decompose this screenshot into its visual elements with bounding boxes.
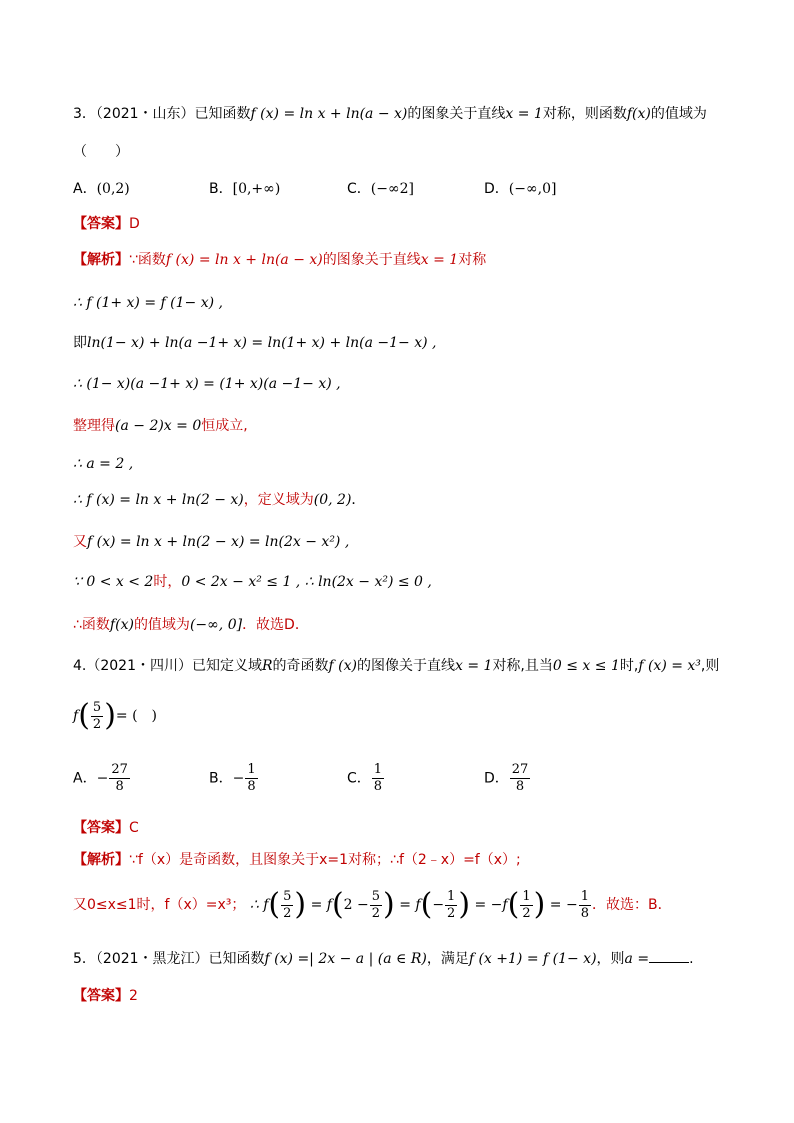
sign: − xyxy=(96,770,109,787)
q3-analysis-line-1 xyxy=(73,250,486,270)
math: ln(1− x) + ln(a −1+ x) = ln(1+ x) + ln(a −1− x) , xyxy=(87,335,437,351)
denominator: 8 xyxy=(373,779,383,794)
text: 的图像关于直线 xyxy=(357,658,455,674)
denominator: 8 xyxy=(580,905,589,921)
math: (0, 2) xyxy=(313,492,352,508)
q3-line-eq: x = 1 xyxy=(505,106,543,122)
math: = f xyxy=(399,897,421,913)
option-label: B． xyxy=(209,770,233,787)
math: x = 1 xyxy=(420,252,459,268)
sign: − xyxy=(232,770,245,787)
text: ∵函数 xyxy=(129,252,166,268)
right-paren: ) xyxy=(383,887,395,922)
q4-option-a xyxy=(73,762,131,795)
math: ∴ (1− x)(a −1+ x) = (1+ x)(a −1− x) , xyxy=(73,376,341,392)
q3-analysis-line-9 xyxy=(73,572,432,592)
fraction xyxy=(372,762,384,795)
math: f (x) = x³ xyxy=(638,658,701,674)
fraction xyxy=(109,762,130,795)
q3-option-c xyxy=(347,178,414,198)
left-paren: ( xyxy=(420,887,433,922)
q4-option-b xyxy=(209,762,259,795)
fraction xyxy=(281,889,293,922)
text: ∴函数 xyxy=(73,617,110,633)
math: 0 < 2x − x² ≤ 1 , ∴ ln(2x − x²) ≤ 0 , xyxy=(181,574,432,590)
text: . xyxy=(689,951,694,967)
math: (a − 2)x = 0 xyxy=(115,418,202,434)
text: 时， xyxy=(153,574,182,590)
fraction xyxy=(579,889,591,922)
answer-value: C xyxy=(129,820,139,836)
analysis-tag: 【解析】 xyxy=(73,252,129,268)
q3-analysis-line-2 xyxy=(73,293,223,313)
option-label: A． xyxy=(73,181,97,197)
option-label: B． xyxy=(209,181,233,197)
q3-option-d xyxy=(484,178,556,198)
denominator: 2 xyxy=(522,905,531,921)
option-value: (0,2) xyxy=(96,181,130,197)
numerator: 27 xyxy=(111,762,128,777)
answer-value: D xyxy=(129,216,140,232)
text: 的值域为 xyxy=(133,617,190,633)
text: 4.（2021・四川）已知定义域 xyxy=(73,658,262,674)
q3-answer-paren: （ ） xyxy=(73,144,129,160)
denominator: 8 xyxy=(115,779,124,794)
math: f (x +1) = f (1− x) xyxy=(468,951,597,967)
numerator: 5 xyxy=(371,888,381,904)
q3-analysis-line-7 xyxy=(73,490,365,510)
q3-option-b xyxy=(209,178,280,198)
fraction xyxy=(245,762,257,795)
q4-option-c xyxy=(347,762,385,795)
answer-tag: 【答案】 xyxy=(73,988,129,1004)
fraction xyxy=(370,889,382,922)
option-label: D． xyxy=(484,181,509,197)
text: 时, xyxy=(619,658,639,674)
math: = −f xyxy=(474,897,508,913)
option-value: (−∞,0] xyxy=(508,181,557,197)
text: ，定义域为 xyxy=(243,492,314,508)
answer-tag: 【答案】 xyxy=(73,820,129,836)
q3-stem xyxy=(73,104,707,124)
text: ，则 xyxy=(596,951,625,967)
math: = − xyxy=(549,897,578,913)
q5-stem xyxy=(73,948,694,969)
math: f (x) xyxy=(328,658,357,674)
numerator: 1 xyxy=(580,888,589,904)
math: f (x) = ln x + ln(a − x) xyxy=(165,252,323,268)
math: ∴ f xyxy=(249,897,269,913)
text: ，满足 xyxy=(426,951,469,967)
text: 又 xyxy=(73,534,87,550)
option-value: [0,+∞) xyxy=(232,181,281,197)
q3-analysis-line-8 xyxy=(73,532,349,552)
text: ∵f（x）是奇函数，且图象关于x=1对称；∴f（2﹣x）=f（x）; xyxy=(129,852,521,868)
fraction xyxy=(520,889,532,922)
text: ． xyxy=(351,492,366,508)
q3-fx: f(x) xyxy=(626,106,651,122)
right-paren: ) xyxy=(104,698,116,733)
denominator: 2 xyxy=(447,905,456,921)
math: ∵ 0 < x < 2 xyxy=(73,574,154,590)
left-paren: ( xyxy=(268,887,281,922)
numerator: 1 xyxy=(247,762,256,777)
q4-stem xyxy=(73,656,719,676)
text: 即 xyxy=(73,335,87,351)
right-paren: ) xyxy=(458,887,471,922)
numerator: 5 xyxy=(92,699,102,715)
q3-analysis-line-4 xyxy=(73,374,341,394)
text: ．故选：B． xyxy=(591,897,672,913)
math: f xyxy=(73,708,79,724)
left-paren: ( xyxy=(331,887,344,922)
option-label: A． xyxy=(73,770,97,787)
math: a = xyxy=(624,951,650,967)
q3-stem-prefix: 3．（2021・山东）已知函数 xyxy=(73,106,251,122)
text: ．故选D． xyxy=(242,617,309,633)
text: 对称 xyxy=(458,252,487,268)
denominator: 2 xyxy=(92,716,102,732)
math: = f xyxy=(310,897,332,913)
denominator: 2 xyxy=(371,905,381,921)
math: R xyxy=(262,658,273,674)
q3-analysis-line-10 xyxy=(73,615,309,635)
option-value: (−∞2] xyxy=(370,181,415,197)
left-paren: ( xyxy=(78,698,90,733)
math: 0 ≤ x ≤ 1 xyxy=(552,658,620,674)
math: 2 − xyxy=(343,897,369,913)
numerator: 5 xyxy=(283,888,292,904)
right-paren: ) xyxy=(533,887,546,922)
answer-blank xyxy=(649,948,689,963)
fraction xyxy=(445,889,457,922)
denominator: 8 xyxy=(247,779,256,794)
math: ∴ f (x) = ln x + ln(2 − x) xyxy=(73,492,244,508)
text: 又0≤x≤1时，f（x）=x³； xyxy=(73,897,246,913)
option-label: D． xyxy=(484,770,509,787)
numerator: 1 xyxy=(522,888,531,904)
math: x = 1 xyxy=(455,658,493,674)
fraction xyxy=(510,762,531,795)
q3-function: f (x) = ln x + ln(a − x) xyxy=(250,106,408,122)
math: (−∞, 0] xyxy=(189,617,243,633)
q5-answer xyxy=(73,986,138,1006)
q4-option-d xyxy=(484,762,531,795)
numerator: 27 xyxy=(511,762,529,777)
q3-answer xyxy=(73,214,140,234)
math: = ( ) xyxy=(115,708,158,724)
math: f (x) =| 2x − a | (a ∈ R) xyxy=(264,951,427,967)
answer-value: 2 xyxy=(129,988,138,1004)
q3-analysis-line-5 xyxy=(73,416,248,436)
fraction xyxy=(91,700,103,733)
right-paren: ) xyxy=(294,887,307,922)
q4-question xyxy=(73,698,157,734)
numerator: 1 xyxy=(447,888,456,904)
q3-analysis-line-3 xyxy=(73,333,436,353)
text: 5．（2021・黑龙江）已知函数 xyxy=(73,951,265,967)
math: f(x) xyxy=(109,617,134,633)
option-label: C． xyxy=(347,181,371,197)
q3-analysis-line-6 xyxy=(73,454,133,474)
numerator: 1 xyxy=(373,762,383,777)
text: 恒成立, xyxy=(201,418,248,434)
math: ∴ a = 2 , xyxy=(73,456,134,472)
text: 对称,且当 xyxy=(492,658,553,674)
text: 整理得 xyxy=(73,418,115,434)
q4-analysis-line-1 xyxy=(73,850,521,870)
q3-stem-end: 的值域为 xyxy=(650,106,707,122)
left-paren: ( xyxy=(507,887,520,922)
q3-option-a xyxy=(73,178,130,198)
denominator: 8 xyxy=(515,779,525,794)
math: f (x) = ln x + ln(2 − x) = ln(2x − x²) , xyxy=(87,534,350,550)
text: 的奇函数 xyxy=(272,658,329,674)
text: 的图象关于直线 xyxy=(322,252,421,268)
math: ∴ f (1+ x) = f (1− x) , xyxy=(73,295,223,311)
math: − xyxy=(432,897,445,913)
denominator: 2 xyxy=(283,905,292,921)
option-label: C． xyxy=(347,770,371,787)
text: ,则 xyxy=(700,658,720,674)
answer-tag: 【答案】 xyxy=(73,216,129,232)
q3-stem-mid2: 对称，则函数 xyxy=(542,106,627,122)
q3-stem-mid: 的图象关于直线 xyxy=(407,106,506,122)
q4-analysis-line-2 xyxy=(73,886,672,924)
analysis-tag: 【解析】 xyxy=(73,852,129,868)
q4-answer xyxy=(73,818,139,838)
